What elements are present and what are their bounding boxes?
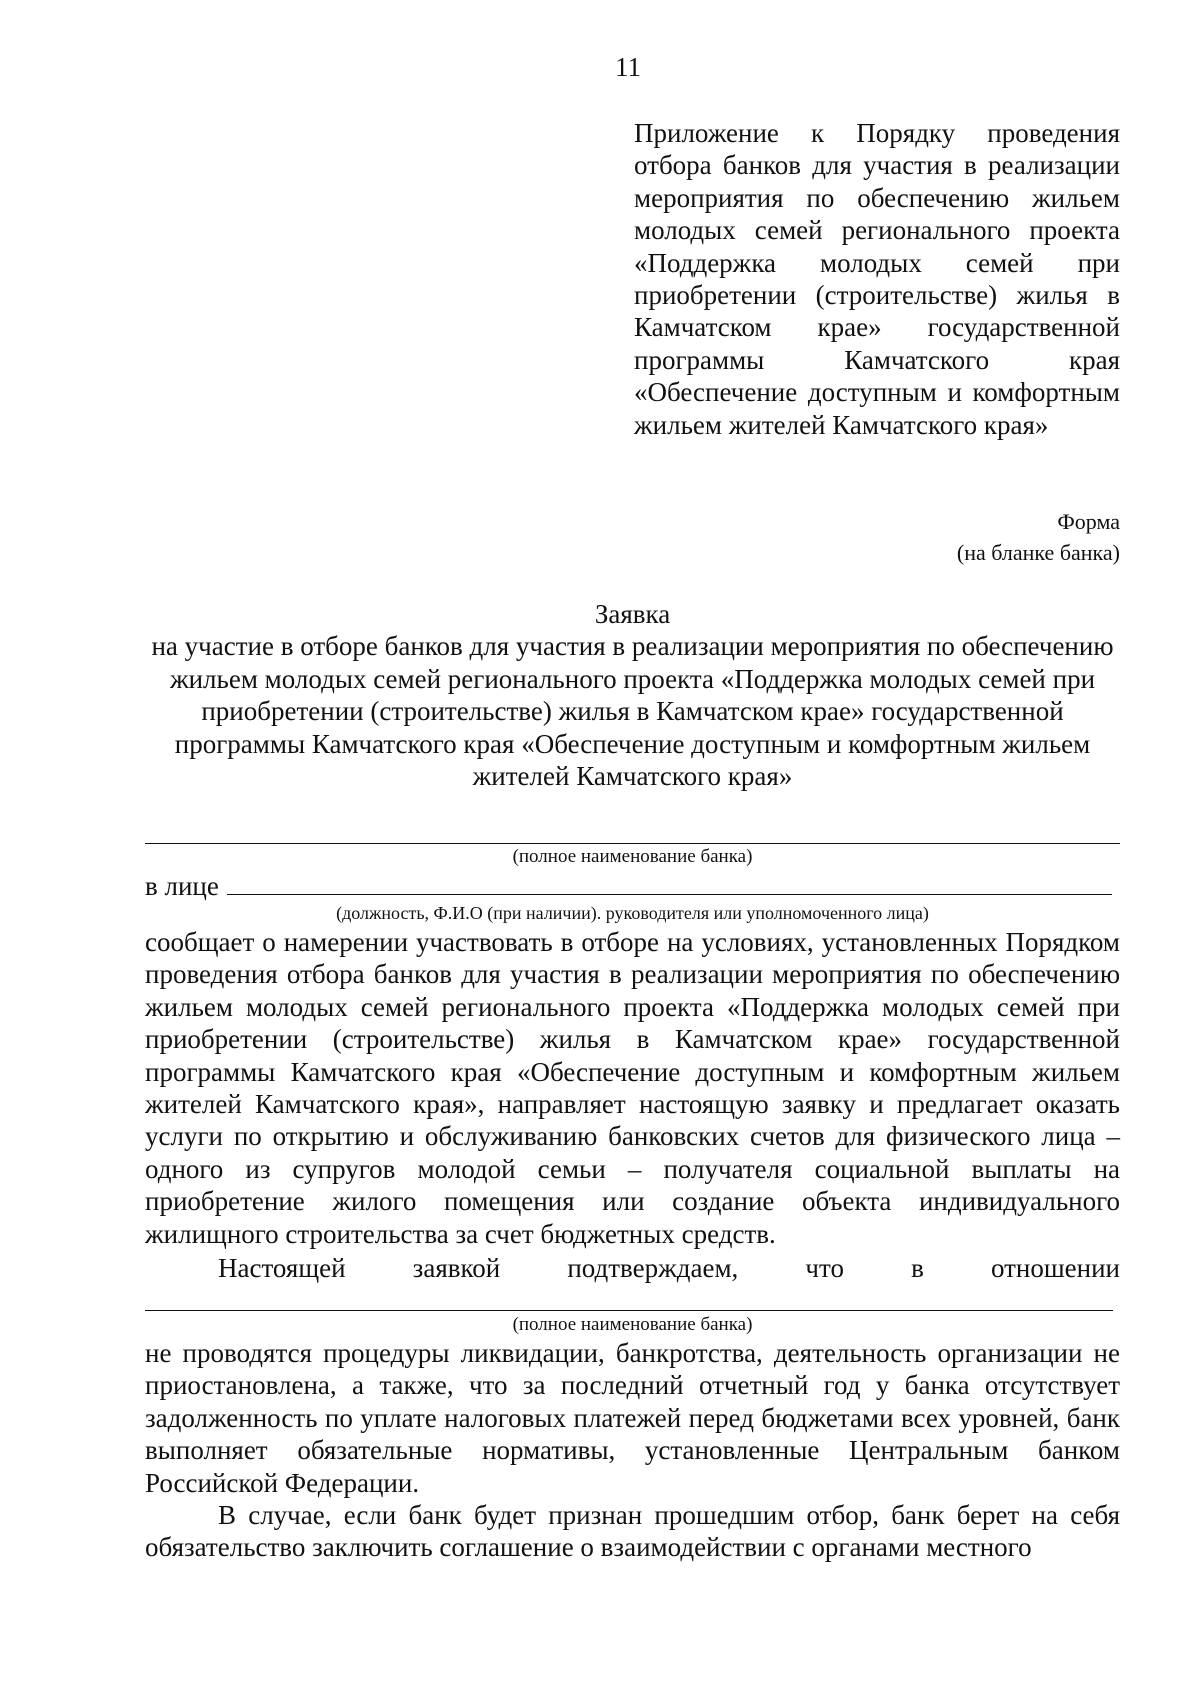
paragraph-no-liquidation: не проводятся процедуры ликвидации, банкротства, деятельность организации не приостановлена, а также, что за последний отчетный год у банка отсутствует задолженность по уплате налоговых платежей перед бюджетами всех уровней, банк выполняет обязательные нормативы, установленные Центральным банком Российской Федерации. — [145, 1338, 1120, 1498]
representative-label: в лице — [145, 871, 219, 901]
bank-name-caption-2: (полное наименование банка) — [512, 1314, 753, 1335]
representative-row — [145, 868, 1120, 902]
representative-caption: (должность, Ф.И.О (при наличии). руководителя или уполномоченного лица) — [336, 903, 929, 923]
bank-name-caption: (полное наименование банка) — [512, 846, 753, 867]
form-label-note: (на бланке банка) — [956, 540, 1120, 565]
bank-name-line — [145, 843, 1120, 844]
paragraph-intent: сообщает о намерении участвовать в отборе на условиях, установленных Порядком проведения отбора банков для участия в реализации мероприятия по обеспечению жильем молодых семей регионального проекта «Поддержка молодых семей при приобретении (строительстве) жилья в Камчатском крае» государственной программы Камчатского края «Обеспечение доступным и комфортным жильем жителей Камчатского края», направляет настоящую заявку и предлагает оказать услуги по открытию и обслуживанию банковских счетов для физического лица – одного из супругов молодой семьи – получателя социальной выплаты на приобретение жилого помещения или создание объекта индивидуального жилищного строительства за счет бюджетных средств. — [145, 927, 1120, 1249]
paragraph-confirmation: Настоящей заявкой подтверждаем, что в отношении — [218, 1253, 1120, 1283]
application-subtitle: на участие в отборе банков для участия в реализации мероприятия по обеспечению жильем молодых семей регионального проекта «Поддержка молодых семей при приобретении (строительстве) жилья в Камчатском крае» государственной программы Камчатского края «Обеспечение доступным и комфортным жильем жителей Камчатского края» — [151, 631, 1114, 792]
representative-line — [227, 868, 1112, 895]
appendix-header: Приложение к Порядку проведения отбора банков для участия в реализации мероприятия по обеспечению жильем молодых семей регионального проекта «Поддержка молодых семей при приобретении (строительстве) жилья в Камчатском крае» государственной программы Камчатского края «Обеспечение доступным и комфортным жильем жителей Камчатского края» — [634, 118, 1120, 440]
application-title — [145, 598, 1120, 792]
paragraph-obligation: В случае, если банк будет признан прошедшим отбор, банк берет на себя обязательство заключить соглашение о взаимодействии с органами местного — [145, 1500, 1120, 1563]
form-label-title: Форма — [1057, 509, 1120, 534]
bank-name-line-2 — [145, 1310, 1113, 1311]
application-heading: Заявка — [594, 599, 671, 629]
page-number: 11 — [615, 52, 641, 82]
form-label — [957, 506, 1120, 568]
